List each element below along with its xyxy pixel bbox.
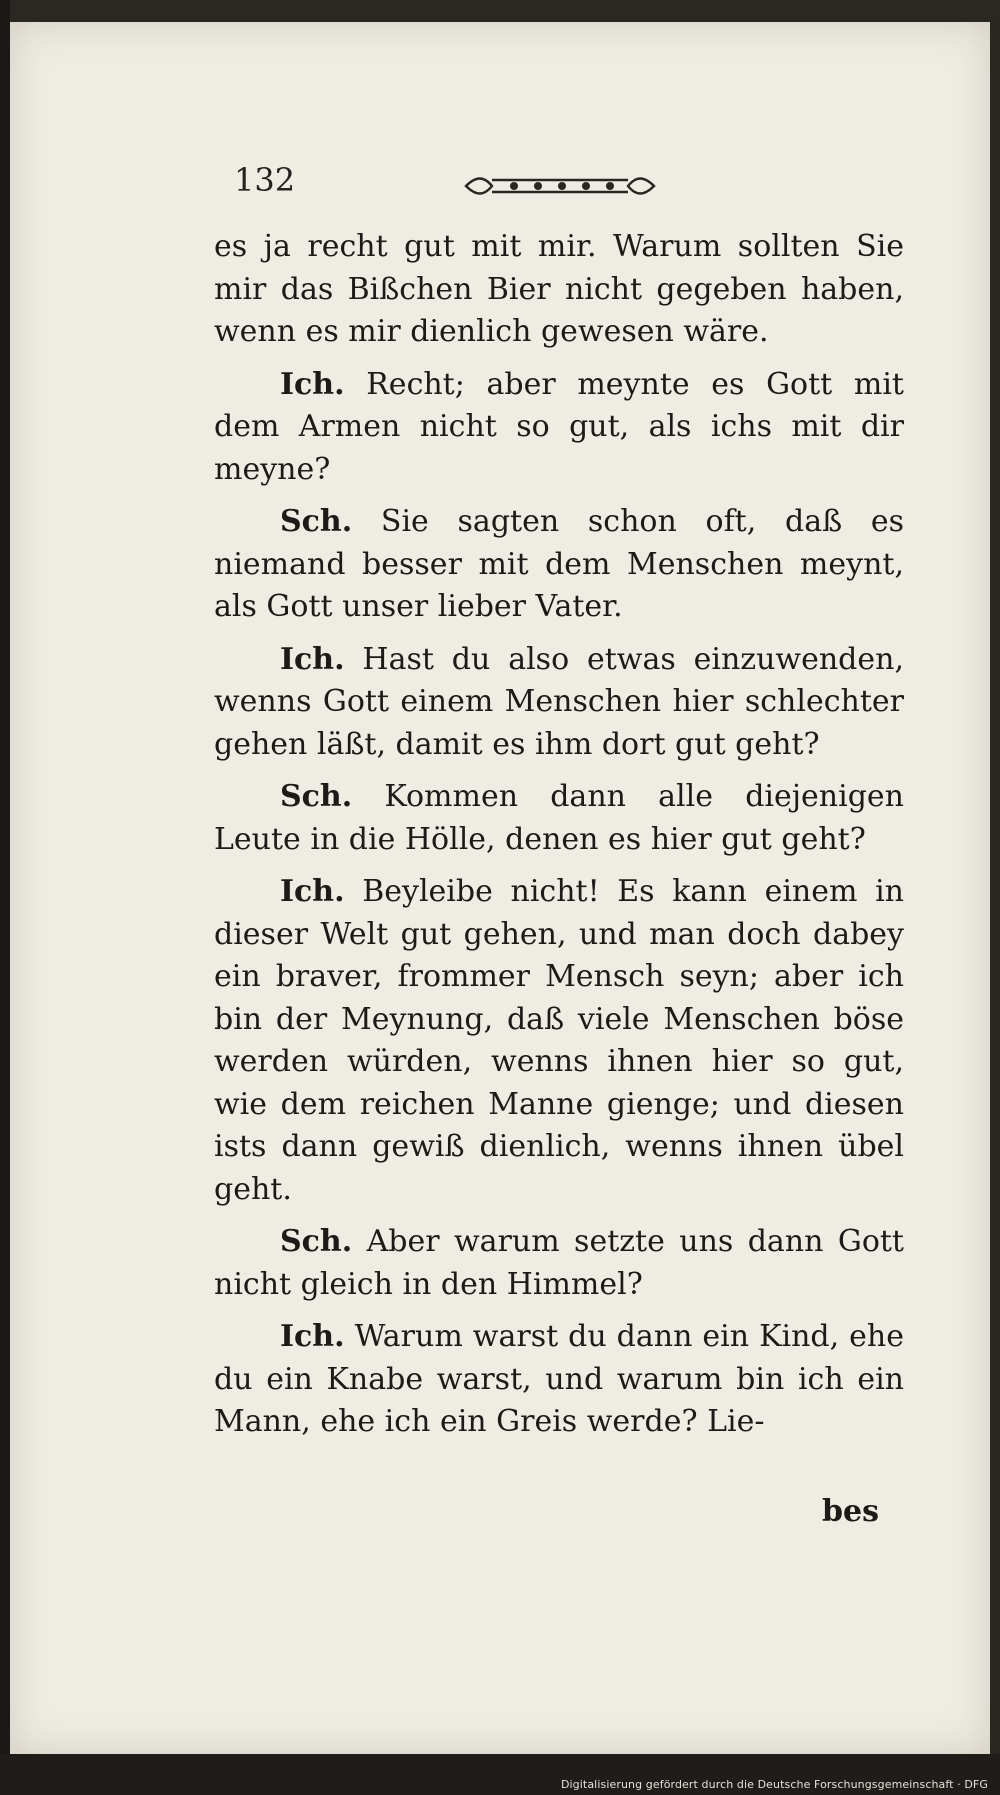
dialogue-paragraph <box>214 1316 904 1444</box>
speaker-label: Sch. <box>280 779 353 814</box>
scan-bottom-band <box>0 1754 1000 1795</box>
paragraph-text: Kommen dann alle diejenigen Leute in die Hölle, denen es hier gut geht? <box>214 779 904 857</box>
paragraph-text: Recht; aber meynte es Gott mit dem Armen nicht so gut, als ichs mit dir meyne? <box>214 366 904 487</box>
paragraph-text: Sie sagten schon oft, daß es niemand besser mit dem Menschen meynt, als Gott unser lieber Vater. <box>214 504 904 624</box>
scan-left-edge <box>0 0 10 1795</box>
speaker-label: Sch. <box>280 504 353 539</box>
dialogue-paragraph <box>214 871 904 1211</box>
speaker-label: Ich. <box>280 366 345 402</box>
catchword: bes <box>822 1494 879 1529</box>
dialogue-paragraph <box>214 501 904 629</box>
paragraph-text: es ja recht gut mit mir. Warum sollten Sie mir das Bißchen Bier nicht gegeben haben, wenn es mir dienlich gewesen wäre. <box>214 229 904 349</box>
paragraph-text: Hast du also etwas einzuwenden, wenns Gott einem Menschen hier schlechter gehen läßt, damit es ihm dort gut geht? <box>214 641 904 762</box>
body-text <box>214 226 904 1454</box>
paragraph-text: Aber warum setzte uns dann Gott nicht gleich in den Himmel? <box>214 1224 904 1302</box>
paragraph-text: Beyleibe nicht! Es kann einem in dieser Welt gut gehen, und man doch dabey ein braver, frommer Mensch seyn; aber ich bin der Meynung, daß viele Menschen böse werden würden, wenns ihnen hier so gut, wie dem reichen Manne gienge; und diesen ists dann gewiß dienlich, wenns ihnen übel geht. <box>214 874 904 1207</box>
speaker-label: Ich. <box>280 1319 345 1354</box>
dialogue-paragraph <box>214 1221 904 1306</box>
dialogue-paragraph <box>214 226 904 354</box>
funding-note: Digitalisierung gefördert durch die Deutsche Forschungsgemeinschaft · DFG <box>560 1778 988 1791</box>
speaker-label: Ich. <box>280 641 345 677</box>
speaker-label: Ich. <box>280 874 345 909</box>
page-number: 132 <box>234 161 296 199</box>
paragraph-text: Warum warst du dann ein Kind, ehe du ein Knabe warst, und warum bin ich ein Mann, ehe ich ein Greis werde? Lie- <box>214 1319 904 1439</box>
speaker-label: Sch. <box>280 1224 353 1259</box>
dialogue-paragraph <box>214 776 904 861</box>
decorative-rule-icon <box>462 172 658 200</box>
scan-top-edge <box>0 0 1000 22</box>
dialogue-paragraph <box>214 364 904 492</box>
dialogue-paragraph <box>214 639 904 767</box>
